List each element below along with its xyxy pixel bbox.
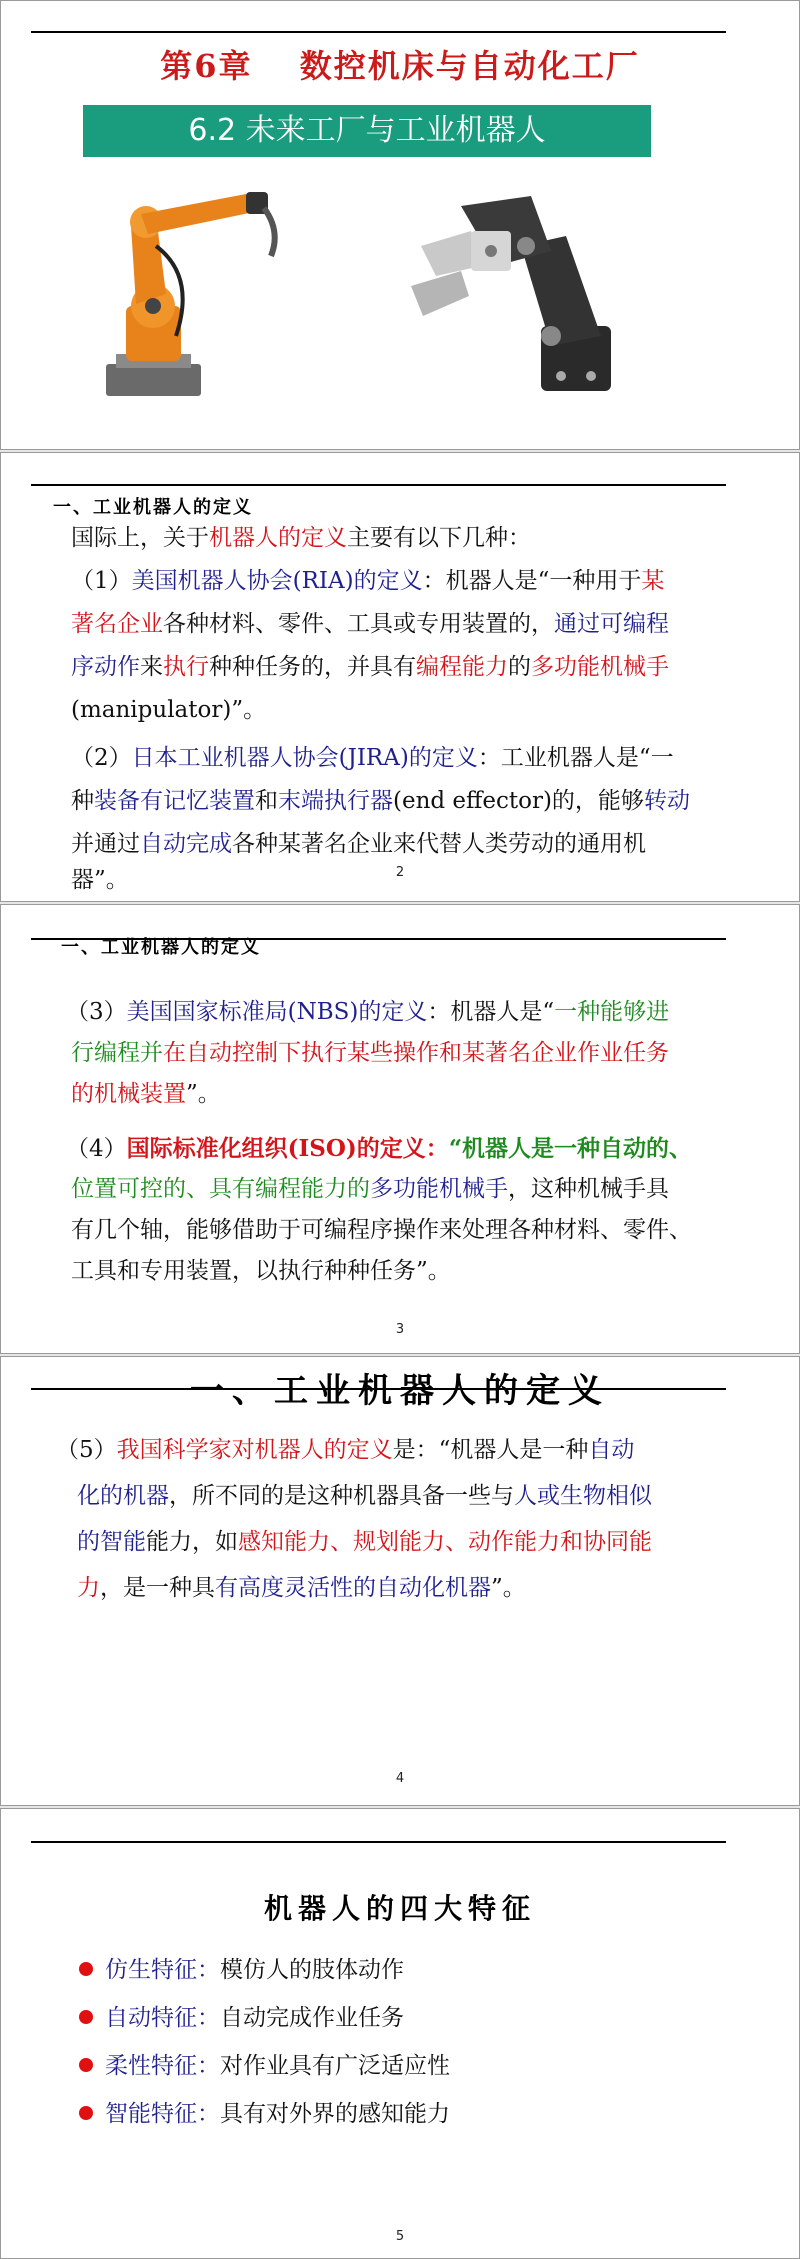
feature-item: 自动特征：自动完成作业任务 bbox=[79, 2003, 404, 2033]
page-number: 2 bbox=[395, 865, 405, 880]
def5-line3: 的智能能力，如感知能力、规划能力、动作能力和协同能 bbox=[77, 1529, 652, 1555]
def5-line2: 化的机器，所不同的是这种机器具备一些与人或生物相似 bbox=[77, 1483, 652, 1509]
section-heading: 一、工业机器人的定义 bbox=[190, 1371, 610, 1411]
def2-line3: 并通过自动完成各种某著名企业来代替人类劳动的通用机 bbox=[71, 831, 646, 857]
page-number: 4 bbox=[395, 1771, 405, 1786]
page-number: 5 bbox=[395, 2229, 405, 2244]
section-banner: 6.2 未来工厂与工业机器人 bbox=[83, 105, 651, 157]
feature-item: 仿生特征：模仿人的肢体动作 bbox=[79, 1955, 404, 1985]
def1-line4: (manipulator)”。 bbox=[71, 697, 267, 723]
bullet-dot-icon bbox=[79, 2058, 93, 2072]
section-heading: 机器人的四大特征 bbox=[263, 1892, 536, 1925]
black-gripper-arm-image bbox=[401, 176, 641, 406]
def5-line4: 力，是一种具有高度灵活性的自动化机器”。 bbox=[77, 1575, 526, 1601]
feature-item: 智能特征：具有对外界的感知能力 bbox=[79, 2099, 450, 2129]
top-rule bbox=[31, 484, 726, 486]
bullet-dot-icon bbox=[79, 1962, 93, 1976]
slide-4 bbox=[0, 1356, 800, 1806]
section-heading: 一、工业机器人的定义 bbox=[61, 937, 261, 958]
def3-line2: 行编程并在自动控制下执行某些操作和某著名企业作业任务 bbox=[71, 1040, 669, 1066]
top-rule bbox=[31, 1841, 726, 1843]
def3-line1: （3）美国国家标准局(NBS)的定义：机器人是“一种能够进 bbox=[66, 999, 670, 1025]
def3-line3: 的机械装置”。 bbox=[71, 1081, 221, 1107]
feature-item: 柔性特征：对作业具有广泛适应性 bbox=[79, 2051, 450, 2081]
def5-line1: （5）我国科学家对机器人的定义是：“机器人是一种自动 bbox=[56, 1437, 635, 1463]
def4-line3: 有几个轴，能够借助于可编程序操作来处理各种材料、零件、 bbox=[71, 1217, 692, 1243]
def1-line1: （1）美国机器人协会(RIA)的定义：机器人是“一种用于某 bbox=[71, 568, 665, 594]
slide-1 bbox=[0, 0, 800, 450]
page-number: 3 bbox=[395, 1322, 405, 1337]
slide-5 bbox=[0, 1808, 800, 2259]
intro-line: 国际上，关于机器人的定义主要有以下几种： bbox=[71, 525, 531, 551]
slide-3 bbox=[0, 904, 800, 1354]
top-rule bbox=[31, 31, 726, 33]
bullet-dot-icon bbox=[79, 2010, 93, 2024]
slide-2 bbox=[0, 452, 800, 902]
def2-line4: 器”。 bbox=[71, 867, 129, 893]
bullet-dot-icon bbox=[79, 2106, 93, 2120]
def4-line1: （4）国际标准化组织(ISO)的定义：“机器人是一种自动的、 bbox=[66, 1135, 693, 1162]
def2-line2: 种装备有记忆装置和末端执行器(end effector)的，能够转动 bbox=[71, 788, 690, 814]
def4-line2: 位置可控的、具有编程能力的多功能机械手，这种机械手具 bbox=[71, 1176, 669, 1202]
def1-line2: 著名企业各种材料、零件、工具或专用装置的，通过可编程 bbox=[71, 611, 669, 637]
def1-line3: 序动作来执行种种任务的，并具有编程能力的多功能机械手 bbox=[71, 654, 669, 680]
def2-line1: （2）日本工业机器人协会(JIRA)的定义：工业机器人是“一 bbox=[71, 745, 674, 771]
chapter-title: 第6章 数控机床与自动化工厂 bbox=[160, 47, 640, 85]
section-heading: 一、工业机器人的定义 bbox=[53, 497, 253, 518]
orange-robot-arm-image bbox=[96, 186, 296, 406]
def4-line4: 工具和专用装置，以执行种种任务”。 bbox=[71, 1258, 451, 1284]
